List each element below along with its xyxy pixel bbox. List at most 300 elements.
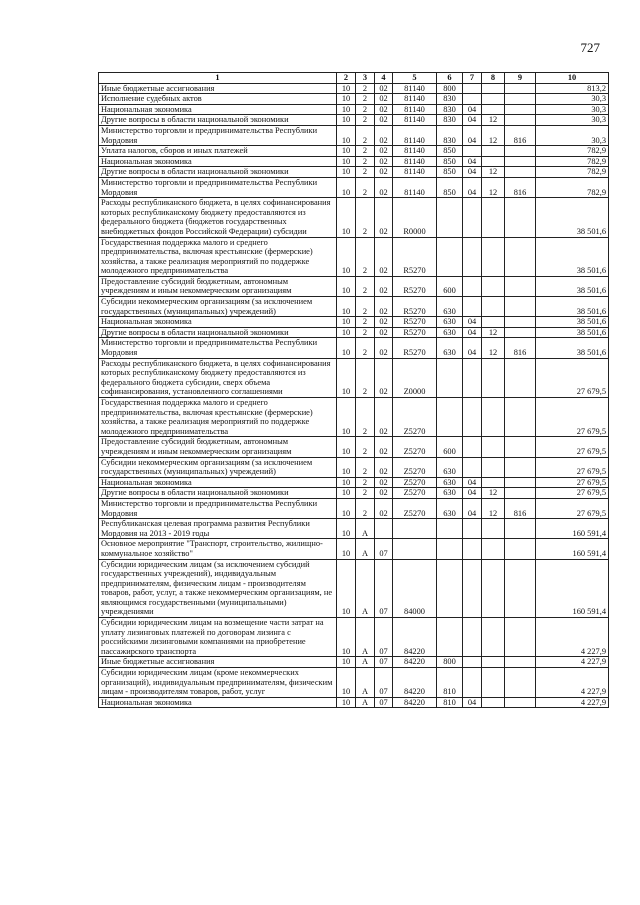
- col5-cell: Z5270: [393, 488, 437, 499]
- col4-cell: 02: [375, 398, 393, 437]
- col8-cell: 12: [482, 177, 505, 197]
- col3-cell: 2: [356, 437, 375, 457]
- col7-cell: 04: [463, 477, 482, 488]
- col7-cell: [463, 559, 482, 618]
- col8-cell: [482, 559, 505, 618]
- table-row: [99, 297, 609, 317]
- col8-cell: [482, 618, 505, 657]
- col4-cell: 02: [375, 125, 393, 145]
- col7-cell: [463, 657, 482, 668]
- column-header-10: 10: [536, 73, 609, 84]
- col5-cell: 81140: [393, 156, 437, 167]
- col6-cell: 810: [437, 668, 463, 698]
- col8-cell: [482, 519, 505, 539]
- col5-cell: 81140: [393, 146, 437, 157]
- col4-cell: 02: [375, 237, 393, 276]
- name-cell: Субсидии юридическим лицам на возмещение части затрат на уплату лизинговых платежей по договорам лизинга с российскими лизинговыми компаниями на приобретение пассажирского транспорта: [99, 618, 337, 657]
- col6-cell: 830: [437, 104, 463, 115]
- col5-cell: R5270: [393, 297, 437, 317]
- col3-cell: 2: [356, 115, 375, 126]
- col7-cell: 04: [463, 125, 482, 145]
- col2-cell: 10: [337, 297, 356, 317]
- name-cell: Другие вопросы в области национальной экономики: [99, 327, 337, 338]
- name-cell: Исполнение судебных актов: [99, 94, 337, 105]
- col8-cell: [482, 398, 505, 437]
- col3-cell: 2: [356, 104, 375, 115]
- name-cell: Иные бюджетные ассигнования: [99, 657, 337, 668]
- amount-cell: 4 227,9: [536, 657, 609, 668]
- col6-cell: 630: [437, 327, 463, 338]
- col5-cell: Z5270: [393, 398, 437, 437]
- col4-cell: 07: [375, 657, 393, 668]
- col2-cell: 10: [337, 104, 356, 115]
- col6-cell: 810: [437, 697, 463, 708]
- amount-cell: 782,9: [536, 167, 609, 178]
- amount-cell: 160 591,4: [536, 559, 609, 618]
- col8-cell: [482, 477, 505, 488]
- col8-cell: [482, 237, 505, 276]
- column-header-8: 8: [482, 73, 505, 84]
- name-cell: Субсидии юридическим лицам (кроме некоммерческих организаций), индивидуальным предпринимателям, физическим лицам - производителям товаров, работ, услуг: [99, 668, 337, 698]
- amount-cell: 27 679,5: [536, 498, 609, 518]
- col5-cell: R5270: [393, 338, 437, 358]
- col9-cell: [505, 697, 536, 708]
- amount-cell: 38 501,6: [536, 297, 609, 317]
- col2-cell: 10: [337, 94, 356, 105]
- col3-cell: 2: [356, 83, 375, 94]
- col6-cell: 850: [437, 156, 463, 167]
- col4-cell: 02: [375, 146, 393, 157]
- amount-cell: 38 501,6: [536, 327, 609, 338]
- amount-cell: 38 501,6: [536, 237, 609, 276]
- col9-cell: [505, 156, 536, 167]
- col3-cell: 2: [356, 198, 375, 237]
- col3-cell: 2: [356, 317, 375, 328]
- name-cell: Расходы республиканского бюджета, в целях софинансирования которых республиканскому бюджету предоставляются из федерального бюджета (бюджетов государственных внебюджетных фондов Российской Федерации) субсидии: [99, 198, 337, 237]
- col6-cell: 630: [437, 477, 463, 488]
- table-row: [99, 237, 609, 276]
- col7-cell: 04: [463, 167, 482, 178]
- col2-cell: 10: [337, 398, 356, 437]
- col6-cell: 830: [437, 94, 463, 105]
- table-row: [99, 156, 609, 167]
- table-row: [99, 668, 609, 698]
- col9-cell: [505, 437, 536, 457]
- amount-cell: 38 501,6: [536, 338, 609, 358]
- col2-cell: 10: [337, 437, 356, 457]
- col2-cell: 10: [337, 657, 356, 668]
- col2-cell: 10: [337, 198, 356, 237]
- amount-cell: 27 679,5: [536, 488, 609, 499]
- name-cell: Иные бюджетные ассигнования: [99, 83, 337, 94]
- col4-cell: 02: [375, 115, 393, 126]
- col4-cell: 02: [375, 457, 393, 477]
- col4-cell: 02: [375, 437, 393, 457]
- table-row: [99, 177, 609, 197]
- col2-cell: 10: [337, 457, 356, 477]
- table-row: [99, 146, 609, 157]
- amount-cell: 38 501,6: [536, 276, 609, 296]
- name-cell: Национальная экономика: [99, 104, 337, 115]
- name-cell: Государственная поддержка малого и среднего предпринимательства, включая крестьянские (фермерские) хозяйства, а также реализация мероприятий по поддержке молодежного предпринимательства: [99, 237, 337, 276]
- amount-cell: 4 227,9: [536, 618, 609, 657]
- col5-cell: R5270: [393, 327, 437, 338]
- col8-cell: 12: [482, 167, 505, 178]
- col7-cell: [463, 457, 482, 477]
- col7-cell: 04: [463, 327, 482, 338]
- amount-cell: 30,3: [536, 115, 609, 126]
- table-row: [99, 519, 609, 539]
- col9-cell: 816: [505, 338, 536, 358]
- col3-cell: 2: [356, 358, 375, 397]
- amount-cell: 30,3: [536, 104, 609, 115]
- col6-cell: [437, 198, 463, 237]
- name-cell: Национальная экономика: [99, 697, 337, 708]
- col5-cell: 84220: [393, 657, 437, 668]
- col8-cell: [482, 198, 505, 237]
- col2-cell: 10: [337, 668, 356, 698]
- col2-cell: 10: [337, 167, 356, 178]
- col5-cell: Z5270: [393, 437, 437, 457]
- col5-cell: 81140: [393, 125, 437, 145]
- col4-cell: [375, 519, 393, 539]
- col8-cell: 12: [482, 115, 505, 126]
- name-cell: Другие вопросы в области национальной экономики: [99, 167, 337, 178]
- page-number: 727: [580, 40, 600, 55]
- col2-cell: 10: [337, 498, 356, 518]
- column-header-1: 1: [99, 73, 337, 84]
- col2-cell: 10: [337, 539, 356, 559]
- table-row: [99, 358, 609, 397]
- col5-cell: R0000: [393, 198, 437, 237]
- col2-cell: 10: [337, 125, 356, 145]
- col7-cell: 04: [463, 338, 482, 358]
- table-row: [99, 437, 609, 457]
- col6-cell: [437, 358, 463, 397]
- table-row: [99, 125, 609, 145]
- col2-cell: 10: [337, 477, 356, 488]
- col4-cell: 02: [375, 83, 393, 94]
- col3-cell: 2: [356, 398, 375, 437]
- col7-cell: [463, 539, 482, 559]
- col9-cell: [505, 488, 536, 499]
- col9-cell: [505, 477, 536, 488]
- col9-cell: [505, 358, 536, 397]
- col8-cell: 12: [482, 327, 505, 338]
- col2-cell: 10: [337, 237, 356, 276]
- col5-cell: R5270: [393, 237, 437, 276]
- col9-cell: [505, 519, 536, 539]
- name-cell: Национальная экономика: [99, 156, 337, 167]
- col9-cell: [505, 327, 536, 338]
- col6-cell: [437, 539, 463, 559]
- table-row: [99, 338, 609, 358]
- col5-cell: Z5270: [393, 498, 437, 518]
- col6-cell: 800: [437, 657, 463, 668]
- col9-cell: [505, 104, 536, 115]
- col4-cell: 02: [375, 488, 393, 499]
- col8-cell: [482, 83, 505, 94]
- col2-cell: 10: [337, 115, 356, 126]
- col6-cell: 850: [437, 146, 463, 157]
- name-cell: Национальная экономика: [99, 317, 337, 328]
- col5-cell: [393, 539, 437, 559]
- table-row: [99, 94, 609, 105]
- col2-cell: 10: [337, 156, 356, 167]
- col7-cell: [463, 94, 482, 105]
- amount-cell: 30,3: [536, 94, 609, 105]
- table-row: [99, 697, 609, 708]
- col6-cell: 850: [437, 177, 463, 197]
- col4-cell: 07: [375, 668, 393, 698]
- col7-cell: [463, 83, 482, 94]
- col3-cell: А: [356, 668, 375, 698]
- amount-cell: 38 501,6: [536, 317, 609, 328]
- col7-cell: 04: [463, 498, 482, 518]
- col7-cell: [463, 618, 482, 657]
- col7-cell: [463, 437, 482, 457]
- col3-cell: А: [356, 559, 375, 618]
- amount-cell: 30,3: [536, 125, 609, 145]
- col2-cell: 10: [337, 276, 356, 296]
- col4-cell: 02: [375, 177, 393, 197]
- col3-cell: 2: [356, 125, 375, 145]
- table-row: [99, 457, 609, 477]
- amount-cell: 813,2: [536, 83, 609, 94]
- col7-cell: [463, 398, 482, 437]
- col7-cell: [463, 297, 482, 317]
- col4-cell: 02: [375, 94, 393, 105]
- col5-cell: Z5270: [393, 477, 437, 488]
- col5-cell: 81140: [393, 177, 437, 197]
- table-row: [99, 317, 609, 328]
- table-row: [99, 657, 609, 668]
- amount-cell: 160 591,4: [536, 539, 609, 559]
- col9-cell: [505, 618, 536, 657]
- table-row: [99, 398, 609, 437]
- col8-cell: [482, 104, 505, 115]
- col2-cell: 10: [337, 519, 356, 539]
- col3-cell: 2: [356, 237, 375, 276]
- col6-cell: [437, 237, 463, 276]
- col5-cell: R5270: [393, 276, 437, 296]
- col4-cell: 02: [375, 167, 393, 178]
- table-row: [99, 539, 609, 559]
- col9-cell: [505, 668, 536, 698]
- col2-cell: 10: [337, 317, 356, 328]
- col8-cell: 12: [482, 498, 505, 518]
- col8-cell: [482, 437, 505, 457]
- col8-cell: [482, 146, 505, 157]
- col6-cell: [437, 618, 463, 657]
- col3-cell: 2: [356, 488, 375, 499]
- table-row: [99, 276, 609, 296]
- col9-cell: 816: [505, 177, 536, 197]
- col5-cell: 81140: [393, 104, 437, 115]
- col4-cell: 02: [375, 477, 393, 488]
- col8-cell: [482, 297, 505, 317]
- col9-cell: [505, 457, 536, 477]
- col2-cell: 10: [337, 83, 356, 94]
- col6-cell: 630: [437, 317, 463, 328]
- col2-cell: 10: [337, 697, 356, 708]
- col6-cell: 630: [437, 488, 463, 499]
- col6-cell: 600: [437, 276, 463, 296]
- col9-cell: [505, 237, 536, 276]
- col9-cell: [505, 94, 536, 105]
- amount-cell: 27 679,5: [536, 457, 609, 477]
- amount-cell: 38 501,6: [536, 198, 609, 237]
- col6-cell: 630: [437, 457, 463, 477]
- col2-cell: 10: [337, 488, 356, 499]
- col6-cell: 630: [437, 297, 463, 317]
- col8-cell: [482, 457, 505, 477]
- name-cell: Другие вопросы в области национальной экономики: [99, 488, 337, 499]
- column-header-5: 5: [393, 73, 437, 84]
- col7-cell: [463, 668, 482, 698]
- col4-cell: 02: [375, 338, 393, 358]
- col9-cell: [505, 657, 536, 668]
- col4-cell: 07: [375, 697, 393, 708]
- col2-cell: 10: [337, 618, 356, 657]
- table-row: [99, 83, 609, 94]
- amount-cell: 4 227,9: [536, 668, 609, 698]
- table-row: [99, 198, 609, 237]
- name-cell: Республиканская целевая программа развития Республики Мордовия на 2013 - 2019 годы: [99, 519, 337, 539]
- col4-cell: 02: [375, 276, 393, 296]
- col7-cell: [463, 146, 482, 157]
- column-header-6: 6: [437, 73, 463, 84]
- table-row: [99, 477, 609, 488]
- col7-cell: [463, 237, 482, 276]
- amount-cell: 160 591,4: [536, 519, 609, 539]
- name-cell: Министерство торговли и предпринимательства Республики Мордовия: [99, 338, 337, 358]
- column-header-2: 2: [337, 73, 356, 84]
- name-cell: Предоставление субсидий бюджетным, автономным учреждениям и иным некоммерческим организациям: [99, 276, 337, 296]
- col6-cell: [437, 519, 463, 539]
- col4-cell: 02: [375, 104, 393, 115]
- name-cell: Предоставление субсидий бюджетным, автономным учреждениям и иным некоммерческим организациям: [99, 437, 337, 457]
- col6-cell: 630: [437, 498, 463, 518]
- col6-cell: 630: [437, 338, 463, 358]
- col4-cell: 02: [375, 498, 393, 518]
- col9-cell: [505, 83, 536, 94]
- name-cell: Основное мероприятие "Транспорт, строительство, жилищно-коммунальное хозяйство": [99, 539, 337, 559]
- col5-cell: [393, 519, 437, 539]
- col2-cell: 10: [337, 327, 356, 338]
- col6-cell: 830: [437, 125, 463, 145]
- amount-cell: 27 679,5: [536, 358, 609, 397]
- amount-cell: 27 679,5: [536, 437, 609, 457]
- col8-cell: [482, 94, 505, 105]
- col3-cell: А: [356, 657, 375, 668]
- col8-cell: [482, 539, 505, 559]
- col3-cell: 2: [356, 327, 375, 338]
- col7-cell: 04: [463, 177, 482, 197]
- table-row: [99, 498, 609, 518]
- col5-cell: Z5270: [393, 457, 437, 477]
- col3-cell: 2: [356, 297, 375, 317]
- col2-cell: 10: [337, 559, 356, 618]
- name-cell: Другие вопросы в области национальной экономики: [99, 115, 337, 126]
- col7-cell: 04: [463, 104, 482, 115]
- col4-cell: 02: [375, 297, 393, 317]
- col8-cell: 12: [482, 338, 505, 358]
- col9-cell: [505, 276, 536, 296]
- col5-cell: 81140: [393, 167, 437, 178]
- col9-cell: [505, 539, 536, 559]
- col9-cell: [505, 398, 536, 437]
- col8-cell: [482, 358, 505, 397]
- budget-table: [98, 72, 609, 708]
- col8-cell: 12: [482, 488, 505, 499]
- name-cell: Министерство торговли и предпринимательства Республики Мордовия: [99, 125, 337, 145]
- col9-cell: [505, 559, 536, 618]
- col9-cell: [505, 198, 536, 237]
- col5-cell: 84220: [393, 618, 437, 657]
- name-cell: Министерство торговли и предпринимательства Республики Мордовия: [99, 498, 337, 518]
- name-cell: Расходы республиканского бюджета, в целях софинансирования которых республиканскому бюджету предоставляются из федерального бюджета субсидии, сверх объема софинансирования, установленного соглашениями: [99, 358, 337, 397]
- name-cell: Субсидии некоммерческим организациям (за исключением государственных (муниципальных) учреждений): [99, 297, 337, 317]
- col8-cell: [482, 657, 505, 668]
- col3-cell: 2: [356, 167, 375, 178]
- col3-cell: 2: [356, 146, 375, 157]
- amount-cell: 782,9: [536, 146, 609, 157]
- col7-cell: 04: [463, 488, 482, 499]
- amount-cell: 27 679,5: [536, 477, 609, 488]
- col9-cell: 816: [505, 498, 536, 518]
- col8-cell: [482, 317, 505, 328]
- col4-cell: 07: [375, 539, 393, 559]
- col7-cell: 04: [463, 317, 482, 328]
- column-header-4: 4: [375, 73, 393, 84]
- col9-cell: [505, 167, 536, 178]
- col7-cell: [463, 198, 482, 237]
- col3-cell: А: [356, 519, 375, 539]
- table-row: [99, 104, 609, 115]
- col7-cell: 04: [463, 156, 482, 167]
- col9-cell: [505, 115, 536, 126]
- table-row: [99, 167, 609, 178]
- table-row: [99, 559, 609, 618]
- col7-cell: 04: [463, 697, 482, 708]
- column-header-7: 7: [463, 73, 482, 84]
- col2-cell: 10: [337, 338, 356, 358]
- col6-cell: 850: [437, 167, 463, 178]
- column-header-3: 3: [356, 73, 375, 84]
- col3-cell: 2: [356, 477, 375, 488]
- col8-cell: 12: [482, 125, 505, 145]
- amount-cell: 27 679,5: [536, 398, 609, 437]
- col5-cell: R5270: [393, 317, 437, 328]
- col6-cell: 800: [437, 83, 463, 94]
- amount-cell: 782,9: [536, 177, 609, 197]
- col2-cell: 10: [337, 358, 356, 397]
- col5-cell: 84220: [393, 668, 437, 698]
- col4-cell: 07: [375, 559, 393, 618]
- table-row: [99, 115, 609, 126]
- col3-cell: А: [356, 539, 375, 559]
- col4-cell: 02: [375, 198, 393, 237]
- table-body: [99, 83, 609, 708]
- name-cell: Уплата налогов, сборов и иных платежей: [99, 146, 337, 157]
- name-cell: Субсидии юридическим лицам (за исключением субсидий государственных учреждений), индивидуальным предпринимателям, физическим лицам - производителям товаров, работ, услуг, а также некоммерческим организациям, не являющимся государственными (муниципальными) учреждениями: [99, 559, 337, 618]
- table-row: [99, 327, 609, 338]
- col4-cell: 02: [375, 317, 393, 328]
- col3-cell: 2: [356, 156, 375, 167]
- name-cell: Субсидии некоммерческим организациям (за исключением государственных (муниципальных) учреждений): [99, 457, 337, 477]
- col8-cell: [482, 276, 505, 296]
